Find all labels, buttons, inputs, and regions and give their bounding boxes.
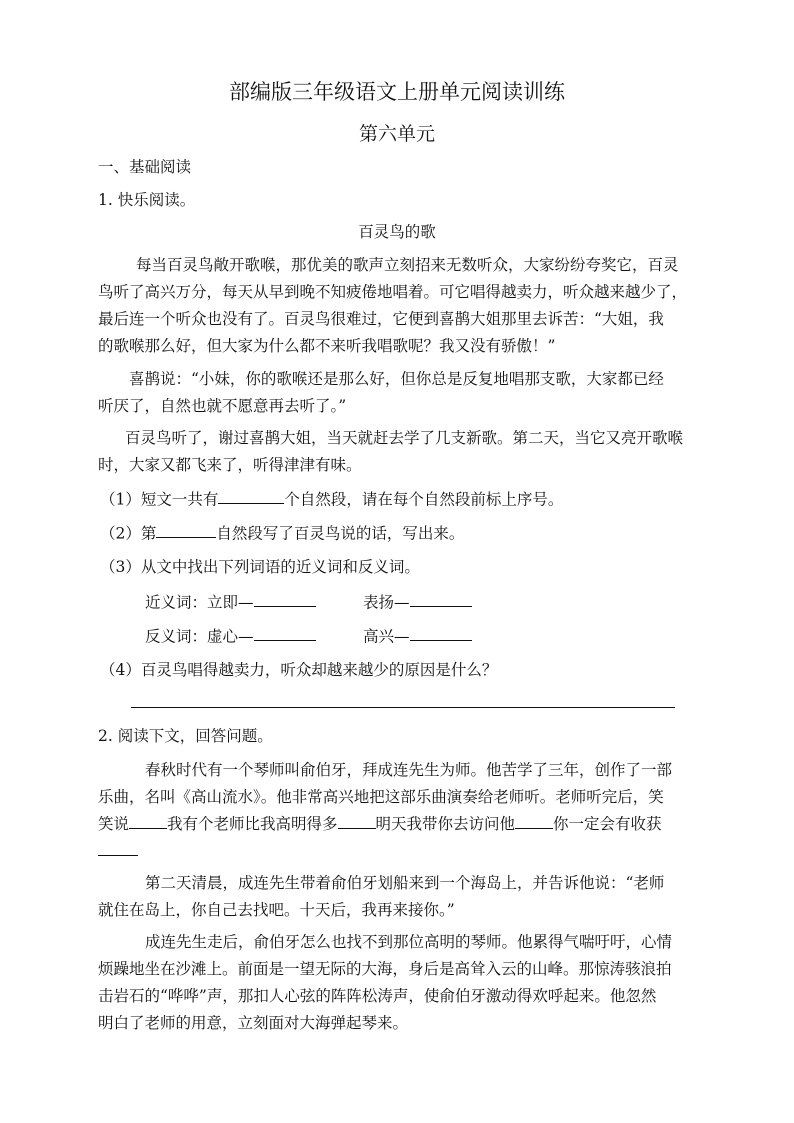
q1-paragraph-3 <box>98 425 696 479</box>
q1-paragraph-2 <box>98 366 696 420</box>
text-line: 春秋时代有一个琴师叫俞伯牙，拜成连先生为师。他苦学了三年，创作了一部 <box>145 761 673 779</box>
answer-blank[interactable] <box>254 624 316 641</box>
text-line: 听厌了，自然也就不愿意再去听了。” <box>98 397 347 415</box>
answer-blank[interactable] <box>410 624 472 641</box>
story-title: 百灵鸟的歌 <box>358 223 436 241</box>
punctuation-blank[interactable] <box>129 812 167 829</box>
unit-title: 第六单元 <box>358 123 435 145</box>
synonym-row-2: 表扬— <box>363 590 472 612</box>
sub-question-2: （2）第 自然段写了百灵鸟说的话，写出来。 <box>100 521 464 543</box>
section-heading: 一、基础阅读 <box>98 158 192 176</box>
text-line: 第二天清晨，成连先生带着俞伯牙划船来到一个海岛上，并告诉他说：“老师 <box>145 874 665 892</box>
question-1-label: 1. 快乐阅读。 <box>98 191 196 209</box>
text-line: 喜鹊说：“小妹，你的歌喉还是那么好，但你总是反复地唱那支歌，大家都已经 <box>129 370 664 388</box>
antonym-row: 反义词：虚心— <box>145 624 316 646</box>
antonym-row-2: 高兴— <box>363 624 472 646</box>
text-line <box>98 838 696 865</box>
text-line: 的歌喉那么好，但大家为什么都不来听我唱歌呢？我又没有骄傲！” <box>98 337 556 355</box>
q2-paragraph-1 <box>98 757 696 865</box>
punctuation-blank[interactable] <box>515 812 553 829</box>
text-line: 明白了老师的用意，立刻面对大海弹起琴来。 <box>98 1014 409 1032</box>
q2-paragraph-2 <box>98 870 696 924</box>
text-line: 成连先生走后，俞伯牙怎么也找不到那位高明的琴师。他累得气喘吁吁，心情 <box>145 933 673 951</box>
text-line: 笑说 我有个老师比我高明得多 明天我带你去访问他 你一定会有收获 <box>98 811 696 838</box>
sub-question-3: （3）从文中找出下列词语的近义词和反义词。 <box>100 558 420 576</box>
text-line: 鸟听了高兴万分，每天从早到晚不知疲倦地唱着。可它唱得越卖力，听众越来越少了， <box>98 283 688 301</box>
text-line: 就住在岛上，你自己去找吧。十天后，我再来接你。” <box>98 901 455 919</box>
text-line: 击岩石的“哗哗”声，那扣人心弦的阵阵松涛声，使俞伯牙激动得欢呼起来。他忽然 <box>98 987 657 1005</box>
sub-question-1: （1）短文一共有 个自然段，请在每个自然段前标上序号。 <box>100 487 563 509</box>
q1-paragraph-1 <box>98 252 696 360</box>
answer-blank[interactable] <box>218 487 284 504</box>
answer-blank[interactable] <box>156 521 216 538</box>
text-line: 最后连一个听众也没有了。百灵鸟很难过，它便到喜鹊大姐那里去诉苦：“大姐，我 <box>98 310 664 328</box>
text-line: 每当百灵鸟敞开歌喉，那优美的歌声立刻招来无数听众，大家纷纷夸奖它，百灵 <box>136 256 679 274</box>
answer-line[interactable] <box>131 707 675 708</box>
punctuation-blank[interactable] <box>338 812 376 829</box>
q2-paragraph-3 <box>98 929 696 1037</box>
punctuation-blank[interactable] <box>98 841 138 856</box>
document-title: 部编版三年级语文上册单元阅读训练 <box>229 80 565 104</box>
text-line: 百灵鸟听了，谢过喜鹊大姐，当天就赶去学了几支新歌。第二天，当它又亮开歌喉 <box>125 429 684 447</box>
answer-blank[interactable] <box>254 590 316 607</box>
sub-question-4: （4）百灵鸟唱得越卖力，听众却越来越少的原因是什么？ <box>100 661 498 679</box>
text-line: 乐曲，名叫《高山流水》。他非常高兴地把这部乐曲演奏给老师听。老师听完后，笑 <box>98 788 664 806</box>
text-line: 时，大家又都飞来了，听得津津有味。 <box>98 456 362 474</box>
synonym-row: 近义词：立即— <box>145 590 316 612</box>
answer-blank[interactable] <box>410 590 472 607</box>
question-2-label: 2. 阅读下文，回答问题。 <box>98 727 273 745</box>
text-line: 烦躁地坐在沙滩上。前面是一望无际的大海，身后是高耸入云的山峰。那惊涛骇浪拍 <box>98 960 672 978</box>
